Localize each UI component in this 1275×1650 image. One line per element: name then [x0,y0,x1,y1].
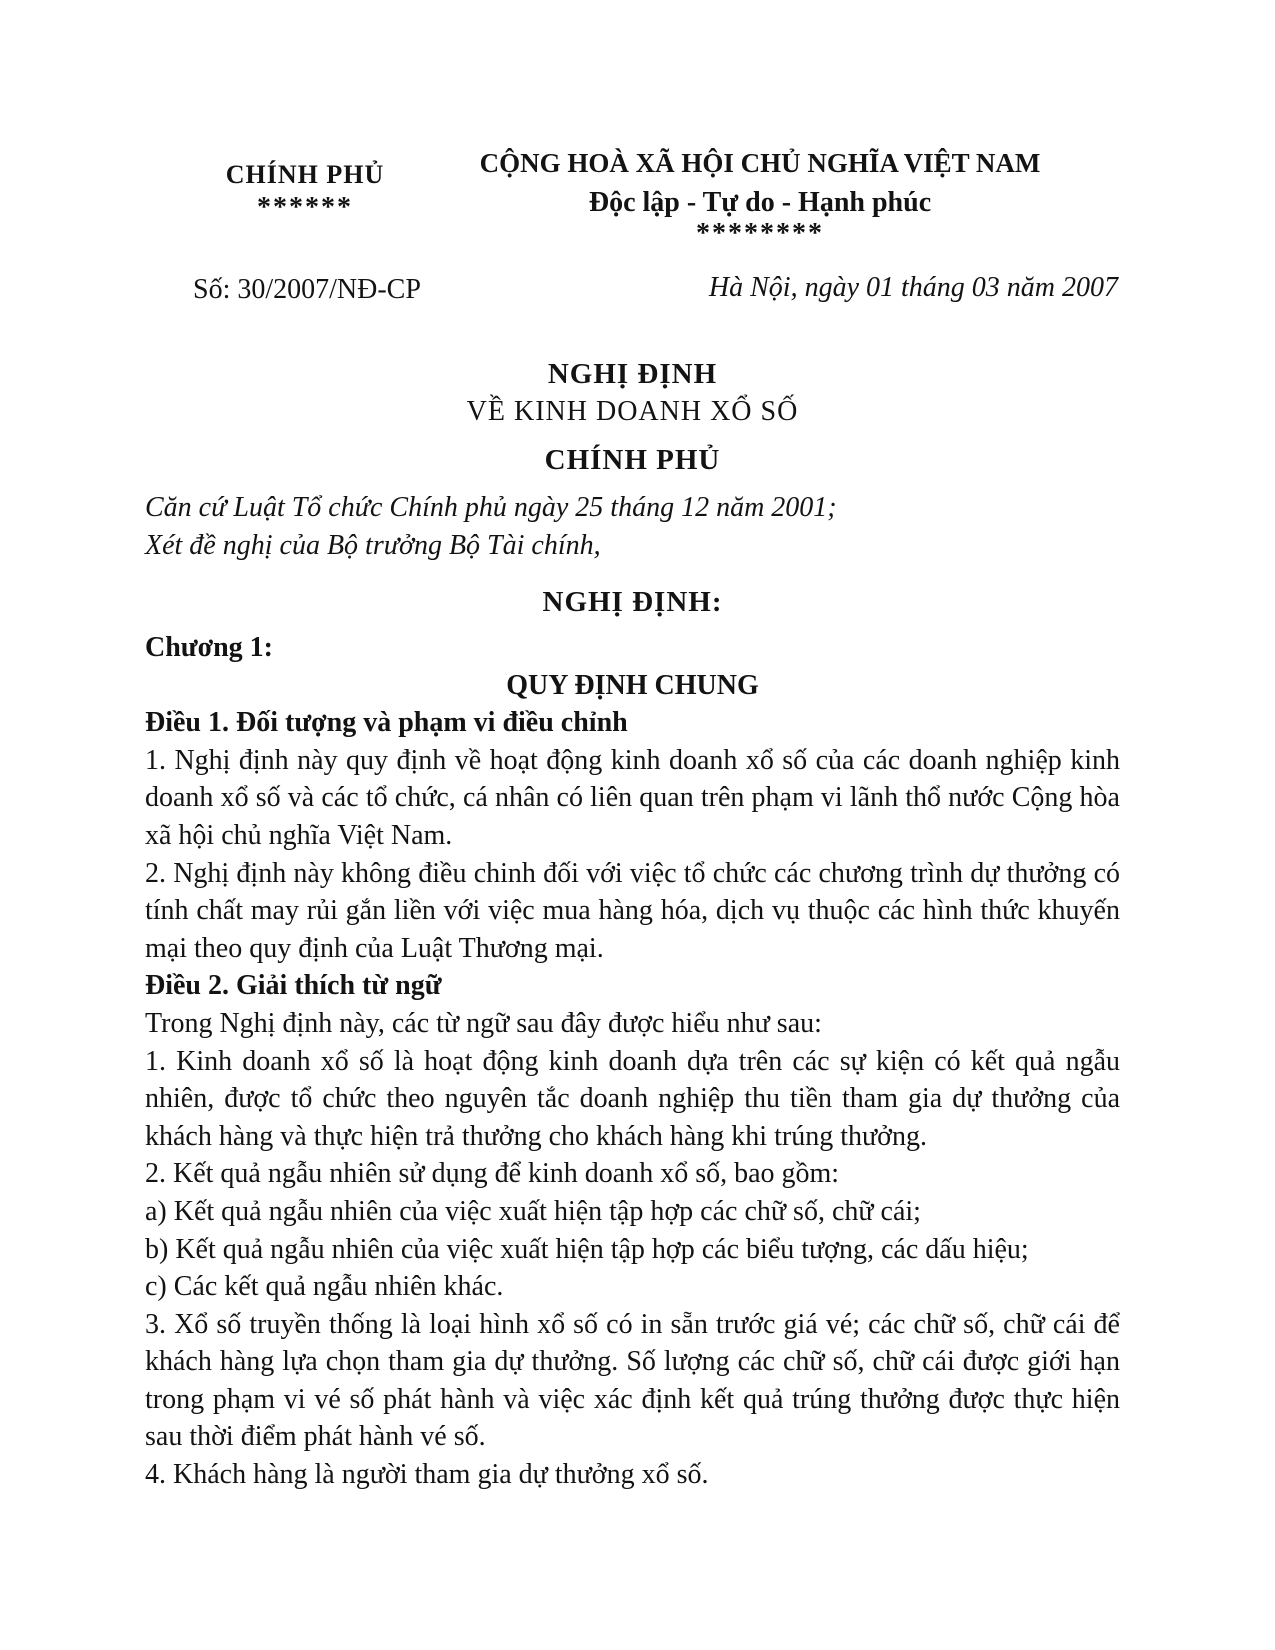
title-block [145,358,1120,477]
national-title: CỘNG HOÀ XÃ HỘI CHỦ NGHĨA VIỆT NAM [479,148,1041,178]
article-2-clause-2b: b) Kết quả ngẫu nhiên của việc xuất hiện tập hợp các biểu tượng, các dấu hiệu; [145,1233,1029,1265]
preamble-line: Xét đề nghị của Bộ trưởng Bộ Tài chính, [145,530,601,561]
doc-type-title: NGHỊ ĐỊNH [547,358,718,390]
preamble-block [145,489,1120,565]
place-date: Hà Nội, ngày 01 tháng 03 năm 2007 [708,272,1118,303]
issuer-name: CHÍNH PHỦ [225,160,385,189]
article-2-clause-1: 1. Kinh doanh xổ số là hoạt động kinh doanh dựa trên các sự kiện có kết quả ngẫu nhiên, được tổ chức theo nguyên tắc doanh nghiệp thu tiền tham gia dự thưởng của khách hàng và thực hiện trả thưởng cho khách hàng khi trúng thưởng. [145,1045,1120,1152]
article-1-clause-1: 1. Nghị định này quy định về hoạt động kinh doanh xổ số của các doanh nghiệp kinh doanh xổ số và các tổ chức, cá nhân có liên quan trên phạm vi lãnh thổ nước Cộng hòa xã hội chủ nghĩa Việt Nam. [145,744,1120,851]
issuer-stars-divider: ****** [257,192,353,223]
preamble-line: Căn cứ Luật Tổ chức Chính phủ ngày 25 tháng 12 năm 2001; [145,492,837,523]
article-2-clause-2: 2. Kết quả ngẫu nhiên sử dụng để kinh doanh xổ số, bao gồm: [145,1158,840,1190]
doc-subject-title: VỀ KINH DOANH XỔ SỐ [466,396,799,427]
national-header-block [470,148,1050,249]
national-motto: Độc lập - Tự do - Hạnh phúc [588,187,932,218]
article-1-heading: Điều 1. Đối tượng và phạm vi điều chỉnh [145,707,628,739]
article-2-clause-2c: c) Các kết quả ngẫu nhiên khác. [145,1271,504,1303]
article-1-clause-2: 2. Nghị định này không điều chinh đối với việc tổ chức các chương trình dự thưởng có tính chất may rủi gắn liền với việc mua hàng hóa, dịch vụ thuộc các hình thức khuyến mại theo quy định của Luật Thương mại. [145,857,1120,964]
article-2-clause-2a: a) Kết quả ngẫu nhiên của việc xuất hiện tập hợp các chữ số, chữ cái; [145,1195,921,1227]
article-2-intro: Trong Nghị định này, các từ ngữ sau đây được hiểu như sau: [145,1007,822,1039]
article-2-clause-4: 4. Khách hàng là người tham gia dự thưởng xổ số. [145,1459,709,1491]
issuer-header-block [145,160,465,223]
doc-number: Số: 30/2007/NĐ-CP [193,274,421,305]
chapter-title: QUY ĐỊNH CHUNG [506,669,759,701]
article-2-clause-3: 3. Xổ số truyền thống là loại hình xổ số có in sẵn trước giá vé; các chữ số, chữ cái để khách hàng lựa chọn tham gia dự thưởng. Số lượng các chữ số, chữ cái được giới hạn trong phạm vi vé số phát hành và việc xác định kết quả trúng thưởng được thực hiện sau thời điểm phát hành vé số. [145,1308,1120,1453]
motto-stars-divider: ******** [696,218,824,249]
document-body [145,629,1120,1494]
article-2-heading: Điều 2. Giải thích từ ngữ [145,970,442,1002]
issuing-authority: CHÍNH PHỦ [544,444,721,476]
enactment-label: NGHỊ ĐỊNH: [542,586,723,618]
chapter-label: Chương 1: [145,632,273,663]
